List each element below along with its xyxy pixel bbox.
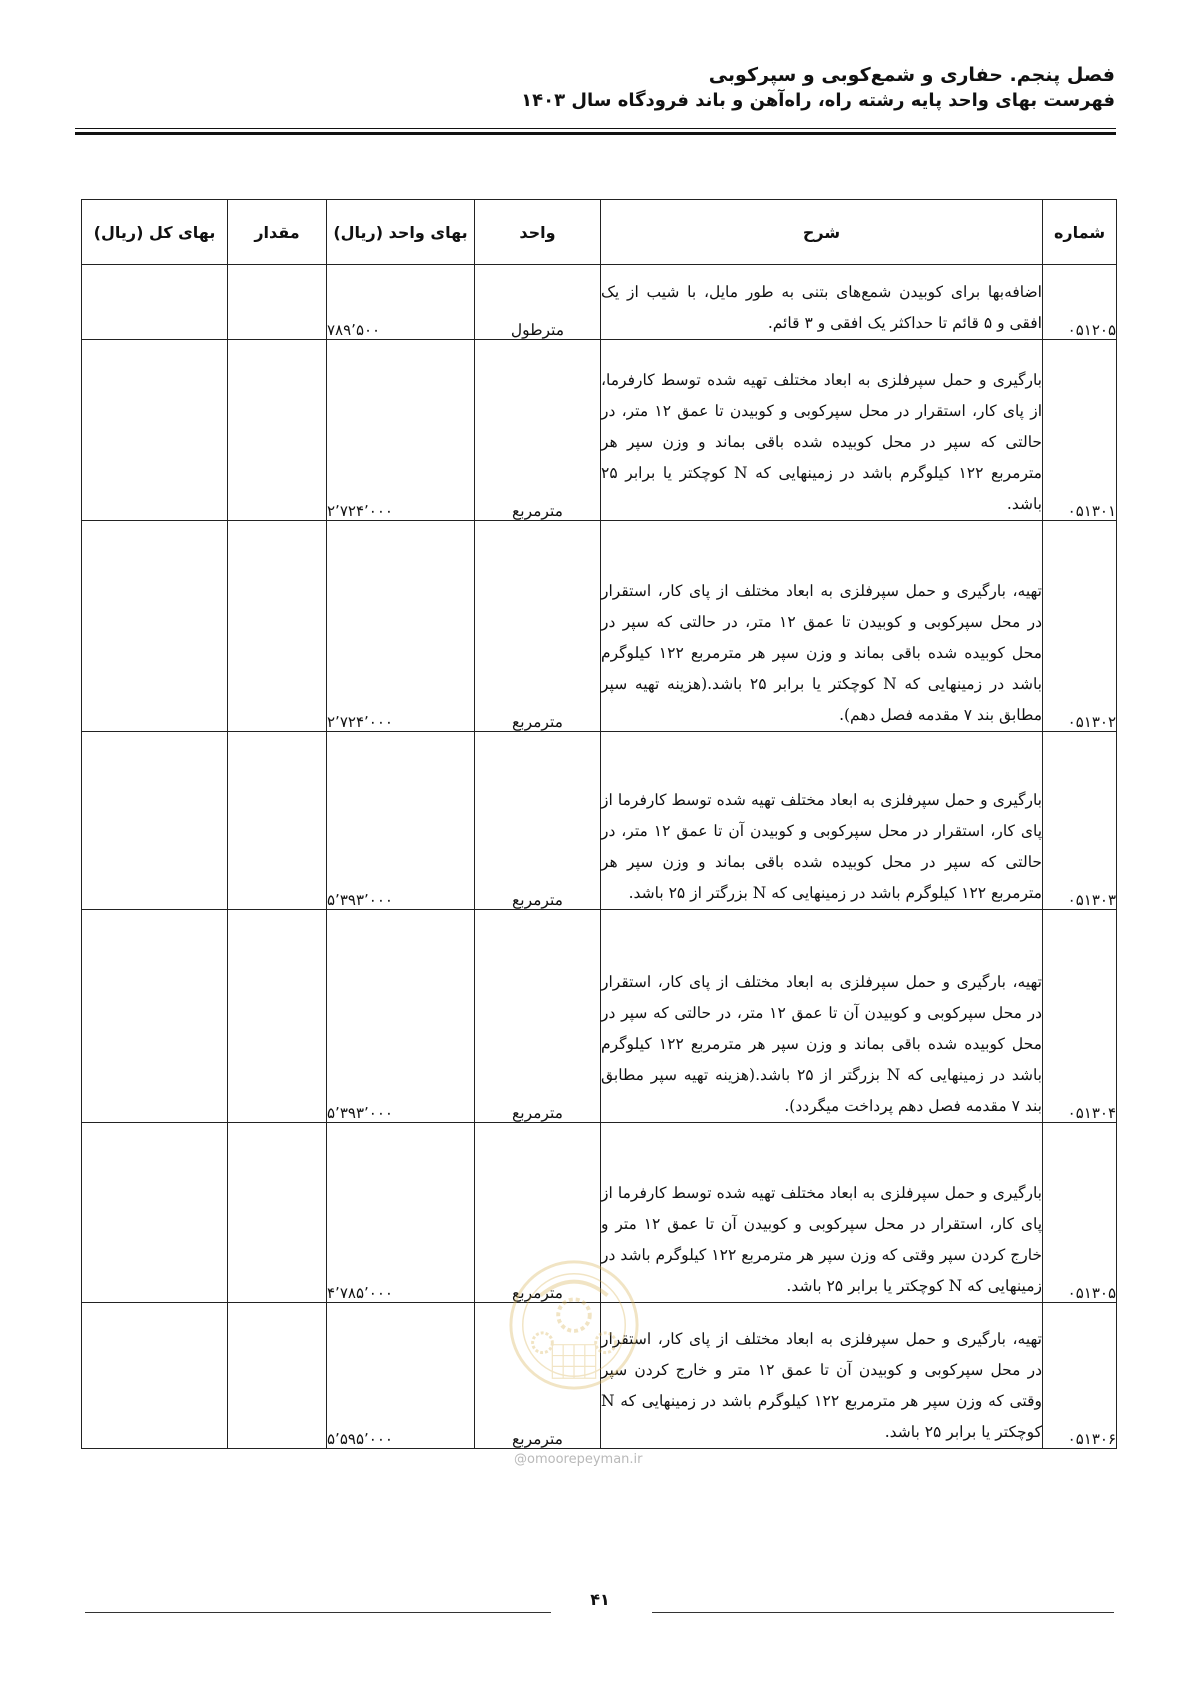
item-total-price	[82, 732, 228, 910]
item-quantity	[228, 340, 327, 521]
item-unit-price: ۷۸۹٬۵۰۰	[327, 265, 475, 340]
item-quantity	[228, 1123, 327, 1303]
item-quantity	[228, 265, 327, 340]
table-row	[82, 1303, 1117, 1449]
header-unit: واحد	[475, 200, 601, 265]
item-unit: مترمربع	[475, 1303, 601, 1449]
item-total-price	[82, 265, 228, 340]
page-number: ۴۱	[590, 1590, 610, 1609]
item-total-price	[82, 1303, 228, 1449]
item-description: اضافه‌بها برای کوبیدن شمع‌های بتنی به طور مایل، با شیب از یک افقی و ۵ قائم تا حداکثر یک افقی و ۳ قائم.	[601, 265, 1043, 340]
item-unit-price: ۴٬۷۸۵٬۰۰۰	[327, 1123, 475, 1303]
page-header	[85, 62, 1115, 114]
price-table	[81, 199, 1117, 1449]
item-unit: مترمربع	[475, 1123, 601, 1303]
item-description: تهیه، بارگیری و حمل سپرفلزی به ابعاد مختلف از پای کار، استقرار در محل سپرکوبی و کوبیدن تا عمق ۱۲ متر، در حالتی که سپر در محل کوبیده شده باقی بماند و وزن سپر هر مترمربع ۱۲۲ کیلوگرم باشد در زمینهایی که N کوچکتر یا برابر ۲۵ باشد.(هزینه تهیه سپر مطابق بند ۷ مقدمه فصل دهم).	[601, 521, 1043, 732]
item-description: تهیه، بارگیری و حمل سپرفلزی به ابعاد مختلف از پای کار، استقرار در محل سپرکوبی و کوبیدن آن تا عمق ۱۲ متر و خارج کردن سپر وقتی که وزن سپر هر مترمربع ۱۲۲ کیلوگرم باشد در زمینهایی که N کوچکتر یا برابر ۲۵ باشد.	[601, 1303, 1043, 1449]
header-code: شماره	[1043, 200, 1117, 265]
table-header-row	[82, 200, 1117, 265]
item-unit: مترمربع	[475, 732, 601, 910]
item-code: ۰۵۱۳۰۵	[1043, 1123, 1117, 1303]
footer-rule-left	[85, 1612, 551, 1613]
item-quantity	[228, 732, 327, 910]
table-row	[82, 910, 1117, 1123]
item-code: ۰۵۱۳۰۳	[1043, 732, 1117, 910]
item-code: ۰۵۱۳۰۶	[1043, 1303, 1117, 1449]
chapter-title: فصل پنجم. حفاری و شمع‌کوبی و سپرکوبی	[708, 64, 1115, 86]
item-quantity	[228, 910, 327, 1123]
item-unit-price: ۲٬۷۲۴٬۰۰۰	[327, 521, 475, 732]
item-quantity	[228, 521, 327, 732]
item-unit-price: ۵٬۳۹۳٬۰۰۰	[327, 732, 475, 910]
item-unit: مترطول	[475, 265, 601, 340]
header-total-price: بهای کل (ریال)	[82, 200, 228, 265]
item-unit: مترمربع	[475, 521, 601, 732]
item-description: تهیه، بارگیری و حمل سپرفلزی به ابعاد مختلف از پای کار، استقرار در محل سپرکوبی و کوبیدن آن تا عمق ۱۲ متر، در حالتی که سپر در محل کوبیده شده باقی بماند و وزن سپر هر مترمربع ۱۲۲ کیلوگرم باشد در زمینهایی که N بزرگتر از ۲۵ باشد.(هزینه تهیه سپر مطابق بند ۷ مقدمه فصل دهم پرداخت میگردد).	[601, 910, 1043, 1123]
item-unit: مترمربع	[475, 910, 601, 1123]
table-row	[82, 521, 1117, 732]
table-row	[82, 265, 1117, 340]
item-description: بارگیری و حمل سپرفلزی به ابعاد مختلف تهیه شده توسط کارفرما از پای کار، استقرار در محل سپرکوبی و کوبیدن آن تا عمق ۱۲ متر، در حالتی که سپر در محل کوبیده شده باقی بماند و وزن سپر هر مترمربع ۱۲۲ کیلوگرم باشد در زمینهایی که N بزرگتر از ۲۵ باشد.	[601, 732, 1043, 910]
item-quantity	[228, 1303, 327, 1449]
item-description: بارگیری و حمل سپرفلزی به ابعاد مختلف تهیه شده توسط کارفرما، از پای کار، استقرار در محل سپرکوبی و کوبیدن تا عمق ۱۲ متر، در حالتی که سپر در محل کوبیده شده باقی بماند و وزن سپر هر مترمربع ۱۲۲ کیلوگرم باشد در زمینهایی که N کوچکتر یا برابر ۲۵ باشد.	[601, 340, 1043, 521]
item-total-price	[82, 340, 228, 521]
item-description: بارگیری و حمل سپرفلزی به ابعاد مختلف تهیه شده توسط کارفرما از پای کار، استقرار در محل سپرکوبی و کوبیدن آن تا عمق ۱۲ متر و خارج کردن سپر وقتی که وزن سپر هر مترمربع ۱۲۲ کیلوگرم باشد در زمینهایی که N کوچکتر یا برابر ۲۵ باشد.	[601, 1123, 1043, 1303]
table-row	[82, 340, 1117, 521]
item-total-price	[82, 521, 228, 732]
item-total-price	[82, 1123, 228, 1303]
item-code: ۰۵۱۳۰۱	[1043, 340, 1117, 521]
item-unit-price: ۵٬۵۹۵٬۰۰۰	[327, 1303, 475, 1449]
header-quantity: مقدار	[228, 200, 327, 265]
table-row	[82, 732, 1117, 910]
item-unit-price: ۲٬۷۲۴٬۰۰۰	[327, 340, 475, 521]
price-list-subtitle: فهرست بهای واحد پایه رشته راه، راه‌آهن و باند فرودگاه سال ۱۴۰۳	[521, 90, 1115, 111]
header-unit-price: بهای واحد (ریال)	[327, 200, 475, 265]
item-unit-price: ۵٬۳۹۳٬۰۰۰	[327, 910, 475, 1123]
footer-rule-right	[652, 1612, 1114, 1613]
header-description: شرح	[601, 200, 1043, 265]
header-rule-thick	[75, 132, 1116, 135]
item-code: ۰۵۱۳۰۲	[1043, 521, 1117, 732]
table-row	[82, 1123, 1117, 1303]
website-watermark: @omoorepeyman.ir	[514, 1452, 643, 1467]
item-code: ۰۵۱۲۰۵	[1043, 265, 1117, 340]
header-rule-thin	[75, 128, 1116, 129]
item-total-price	[82, 910, 228, 1123]
item-code: ۰۵۱۳۰۴	[1043, 910, 1117, 1123]
item-unit: مترمربع	[475, 340, 601, 521]
